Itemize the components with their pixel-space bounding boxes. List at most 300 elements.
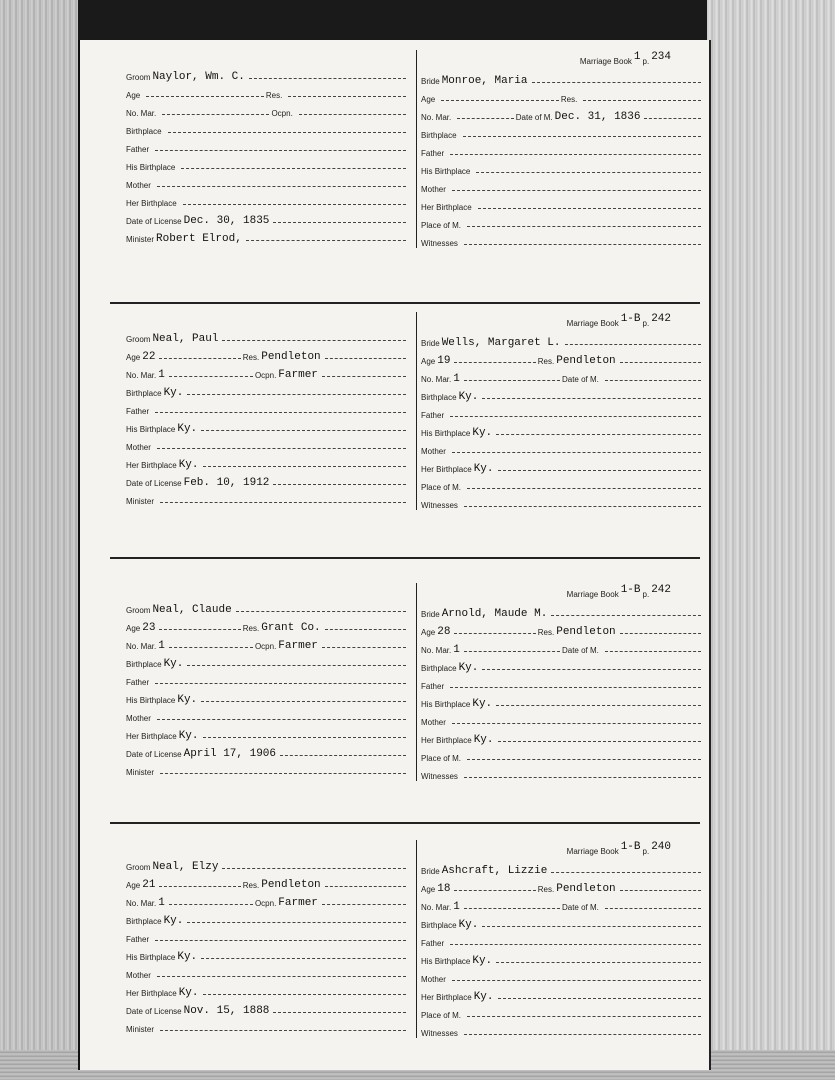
groom-minister-row <box>126 1016 408 1034</box>
bride-birthplace-row <box>421 912 703 930</box>
her-birthplace-value: Ky. <box>473 463 494 475</box>
bride-father-row <box>421 930 703 948</box>
no-mar-value: 1 <box>453 373 460 385</box>
bride-his-birthplace-row <box>421 158 703 176</box>
res-label: Res. <box>265 91 283 100</box>
res-label: Res. <box>537 628 555 637</box>
date-of-m-label: Date of M. <box>561 375 599 384</box>
age-value: 28 <box>437 626 451 638</box>
fill-line <box>222 868 406 869</box>
father-label: Father <box>421 939 445 948</box>
groom-date-of-license-row <box>126 741 408 759</box>
bride-witnesses-row <box>421 763 703 781</box>
bride-birthplace-row <box>421 655 703 673</box>
fill-line <box>325 358 406 359</box>
birthplace-label: Birthplace <box>421 921 457 930</box>
book-number: 1 <box>633 51 641 63</box>
fill-line <box>467 1016 701 1017</box>
bride-birthplace-row <box>421 384 703 402</box>
fill-line <box>463 136 701 137</box>
marriage-book-ref <box>421 312 703 330</box>
groom-her-birthplace-row <box>126 980 408 998</box>
ocpn-label: Ocpn. <box>271 109 293 118</box>
bride-label: Bride <box>421 610 440 619</box>
mother-label: Mother <box>421 447 446 456</box>
age-value: 21 <box>142 879 156 891</box>
fill-line <box>498 998 702 999</box>
fill-line <box>498 470 702 471</box>
fill-line <box>203 994 407 995</box>
father-label: Father <box>421 682 445 691</box>
fill-line <box>450 944 701 945</box>
date-of-license-value: April 17, 1906 <box>183 748 277 760</box>
book-number: 1-B <box>620 313 641 325</box>
groom-date-of-license-row <box>126 470 408 488</box>
witnesses-label: Witnesses <box>421 239 458 248</box>
date-of-license-label: Date of License <box>126 750 182 759</box>
fill-line <box>452 723 701 724</box>
fill-line <box>181 168 406 169</box>
no-mar-label: No. Mar. <box>126 371 157 380</box>
groom-birthplace-row <box>126 908 408 926</box>
page-label: p. <box>642 319 650 328</box>
res-value: Pendleton <box>261 351 321 363</box>
fill-line <box>605 380 701 381</box>
res-value: Pendleton <box>261 879 321 891</box>
groom-no-mar-row <box>126 100 408 118</box>
marriage-book-label: Marriage Book <box>566 847 619 856</box>
date-of-license-value: Feb. 10, 1912 <box>183 477 270 489</box>
her-birthplace-value: Ky. <box>473 991 494 1003</box>
his-birthplace-label: His Birthplace <box>421 167 471 176</box>
his-birthplace-value: Ky. <box>177 423 198 435</box>
witnesses-label: Witnesses <box>421 501 458 510</box>
mother-label: Mother <box>126 714 151 723</box>
no-mar-label: No. Mar. <box>126 899 157 908</box>
his-birthplace-label: His Birthplace <box>126 696 176 705</box>
groom-father-row <box>126 136 408 154</box>
fill-line <box>159 629 240 630</box>
fill-line <box>454 633 535 634</box>
bride-no-mar-row <box>421 366 703 384</box>
bride-age-row <box>421 876 703 894</box>
fill-line <box>464 777 701 778</box>
no-mar-value: 1 <box>158 897 165 909</box>
no-mar-value: 1 <box>158 640 165 652</box>
groom-father-row <box>126 398 408 416</box>
bride-mother-row <box>421 709 703 727</box>
book-number: 1-B <box>620 841 641 853</box>
bride-no-mar-row <box>421 104 703 122</box>
her-birthplace-label: Her Birthplace <box>421 736 472 745</box>
bride-label: Bride <box>421 339 440 348</box>
fill-line <box>187 665 406 666</box>
place-of-m-label: Place of M. <box>421 1011 462 1020</box>
bride-mother-row <box>421 966 703 984</box>
bride-her-birthplace-row <box>421 727 703 745</box>
his-birthplace-value: Ky. <box>177 951 198 963</box>
fill-line <box>203 466 407 467</box>
groom-her-birthplace-row <box>126 723 408 741</box>
groom-birthplace-row <box>126 651 408 669</box>
fill-line <box>452 190 701 191</box>
age-label: Age <box>421 95 436 104</box>
page-label: p. <box>642 590 650 599</box>
his-birthplace-label: His Birthplace <box>421 700 471 709</box>
birthplace-label: Birthplace <box>421 393 457 402</box>
fill-line <box>441 100 559 101</box>
ocpn-label: Ocpn. <box>254 899 277 908</box>
groom-no-mar-row <box>126 890 408 908</box>
birthplace-label: Birthplace <box>421 131 457 140</box>
groom-her-birthplace-row <box>126 452 408 470</box>
fill-line <box>146 96 264 97</box>
bride-column <box>416 312 703 510</box>
bride-column <box>416 583 703 781</box>
fill-line <box>467 759 701 760</box>
birthplace-value: Ky. <box>458 662 479 674</box>
bride-witnesses-row <box>421 1020 703 1038</box>
birthplace-value: Ky. <box>458 919 479 931</box>
fill-line <box>482 398 701 399</box>
marriage-book-label: Marriage Book <box>579 57 632 66</box>
his-birthplace-label: His Birthplace <box>126 163 176 172</box>
place-of-m-label: Place of M. <box>421 483 462 492</box>
witnesses-label: Witnesses <box>421 772 458 781</box>
groom-column <box>126 840 408 1034</box>
groom-his-birthplace-row <box>126 154 408 172</box>
fill-line <box>203 737 407 738</box>
name-value: Ashcraft, Lizzie <box>441 865 548 877</box>
fill-line <box>551 872 701 873</box>
name-value: Naylor, Wm. C. <box>152 71 245 83</box>
fill-line <box>464 244 701 245</box>
place-of-m-label: Place of M. <box>421 221 462 230</box>
book-number: 1-B <box>620 584 641 596</box>
witnesses-label: Witnesses <box>421 1029 458 1038</box>
father-label: Father <box>126 145 150 154</box>
scan-right-border <box>707 0 835 1080</box>
her-birthplace-value: Ky. <box>178 987 199 999</box>
birthplace-value: Ky. <box>163 387 184 399</box>
age-label: Age <box>126 353 141 362</box>
bride-bride-row <box>421 601 703 619</box>
groom-label: Groom <box>126 335 151 344</box>
page-number: 240 <box>651 841 671 853</box>
mother-label: Mother <box>126 971 151 980</box>
birthplace-label: Birthplace <box>126 917 162 926</box>
fill-line <box>583 100 701 101</box>
bride-place-of-m-row <box>421 745 703 763</box>
fill-line <box>280 755 406 756</box>
fill-line <box>322 376 406 377</box>
no-mar-label: No. Mar. <box>421 375 452 384</box>
res-label: Res. <box>242 353 260 362</box>
fill-line <box>183 204 406 205</box>
fill-line <box>532 82 701 83</box>
fill-line <box>187 394 406 395</box>
his-birthplace-label: His Birthplace <box>126 425 176 434</box>
name-value: Arnold, Maude M. <box>441 608 548 620</box>
groom-his-birthplace-row <box>126 687 408 705</box>
no-mar-label: No. Mar. <box>126 109 157 118</box>
fill-line <box>273 1012 406 1013</box>
father-label: Father <box>421 411 445 420</box>
groom-age-row <box>126 344 408 362</box>
groom-no-mar-row <box>126 633 408 651</box>
age-label: Age <box>421 628 436 637</box>
mother-label: Mother <box>421 718 446 727</box>
her-birthplace-label: Her Birthplace <box>126 989 177 998</box>
bride-age-row <box>421 619 703 637</box>
bride-father-row <box>421 673 703 691</box>
minister-label: Minister <box>126 497 155 506</box>
bride-his-birthplace-row <box>421 691 703 709</box>
bride-father-row <box>421 402 703 420</box>
fill-line <box>246 240 406 241</box>
fill-line <box>478 208 701 209</box>
father-label: Father <box>126 678 150 687</box>
birthplace-label: Birthplace <box>421 664 457 673</box>
groom-minister-row <box>126 488 408 506</box>
page-number: 242 <box>651 584 671 596</box>
fill-line <box>476 172 701 173</box>
fill-line <box>168 132 406 133</box>
res-value: Grant Co. <box>261 622 321 634</box>
fill-line <box>457 118 514 119</box>
fill-line <box>498 741 702 742</box>
bride-place-of-m-row <box>421 1002 703 1020</box>
fill-line <box>464 1034 701 1035</box>
fill-line <box>157 719 406 720</box>
groom-her-birthplace-row <box>126 190 408 208</box>
marriage-book-label: Marriage Book <box>566 590 619 599</box>
date-of-license-value: Nov. 15, 1888 <box>183 1005 270 1017</box>
fill-line <box>157 976 406 977</box>
mother-label: Mother <box>421 185 446 194</box>
fill-line <box>155 940 406 941</box>
bride-his-birthplace-row <box>421 420 703 438</box>
her-birthplace-label: Her Birthplace <box>421 465 472 474</box>
bride-label: Bride <box>421 77 440 86</box>
res-label: Res. <box>537 357 555 366</box>
minister-value: Robert Elrod, <box>156 233 242 245</box>
marriage-book-ref <box>421 840 703 858</box>
his-birthplace-value: Ky. <box>472 698 493 710</box>
marriage-book-label: Marriage Book <box>566 319 619 328</box>
groom-no-mar-row <box>126 362 408 380</box>
birthplace-value: Ky. <box>163 915 184 927</box>
date-of-m-value: Dec. 31, 1836 <box>554 111 641 123</box>
minister-label: Minister <box>126 768 155 777</box>
page-number: 234 <box>651 51 671 63</box>
bride-age-row <box>421 348 703 366</box>
his-birthplace-label: His Birthplace <box>421 957 471 966</box>
age-value: 22 <box>142 351 156 363</box>
fill-line <box>288 96 406 97</box>
his-birthplace-label: His Birthplace <box>126 953 176 962</box>
fill-line <box>496 962 701 963</box>
groom-minister-row <box>126 226 408 244</box>
groom-mother-row <box>126 705 408 723</box>
fill-line <box>273 222 406 223</box>
her-birthplace-value: Ky. <box>473 734 494 746</box>
fill-line <box>450 416 701 417</box>
date-of-license-label: Date of License <box>126 479 182 488</box>
groom-father-row <box>126 669 408 687</box>
date-of-m-label: Date of M. <box>561 646 599 655</box>
groom-groom-row <box>126 854 408 872</box>
age-label: Age <box>421 885 436 894</box>
his-birthplace-label: His Birthplace <box>421 429 471 438</box>
bride-witnesses-row <box>421 492 703 510</box>
date-of-license-label: Date of License <box>126 217 182 226</box>
bride-age-row <box>421 86 703 104</box>
fill-line <box>452 452 701 453</box>
fill-line <box>322 904 406 905</box>
bride-mother-row <box>421 176 703 194</box>
mother-label: Mother <box>126 443 151 452</box>
age-label: Age <box>126 91 141 100</box>
fill-line <box>454 362 535 363</box>
groom-father-row <box>126 926 408 944</box>
no-mar-label: No. Mar. <box>126 642 157 651</box>
bride-witnesses-row <box>421 230 703 248</box>
groom-column <box>126 312 408 506</box>
bride-no-mar-row <box>421 894 703 912</box>
name-value: Neal, Elzy <box>152 861 219 873</box>
fill-line <box>496 705 701 706</box>
groom-label: Groom <box>126 863 151 872</box>
fill-line <box>452 980 701 981</box>
her-birthplace-label: Her Birthplace <box>126 732 177 741</box>
bride-column <box>416 50 703 248</box>
bride-mother-row <box>421 438 703 456</box>
her-birthplace-label: Her Birthplace <box>421 203 472 212</box>
fill-line <box>249 78 406 79</box>
bride-her-birthplace-row <box>421 984 703 1002</box>
fill-line <box>620 633 701 634</box>
fill-line <box>565 344 701 345</box>
groom-label: Groom <box>126 73 151 82</box>
no-mar-label: No. Mar. <box>421 113 452 122</box>
groom-groom-row <box>126 326 408 344</box>
bride-bride-row <box>421 858 703 876</box>
bride-place-of-m-row <box>421 474 703 492</box>
groom-age-row <box>126 82 408 100</box>
fill-line <box>299 114 406 115</box>
date-of-license-value: Dec. 30, 1835 <box>183 215 270 227</box>
fill-line <box>155 150 406 151</box>
marriage-book-ref <box>421 50 703 68</box>
card-separator <box>110 302 700 304</box>
fill-line <box>454 890 535 891</box>
her-birthplace-label: Her Birthplace <box>421 993 472 1002</box>
fill-line <box>605 651 701 652</box>
date-of-license-label: Date of License <box>126 1007 182 1016</box>
fill-line <box>159 358 240 359</box>
age-label: Age <box>126 881 141 890</box>
page-number: 242 <box>651 313 671 325</box>
groom-mother-row <box>126 962 408 980</box>
groom-column <box>126 50 408 244</box>
marriage-book-ref <box>421 583 703 601</box>
name-value: Monroe, Maria <box>441 75 528 87</box>
age-value: 18 <box>437 883 451 895</box>
groom-groom-row <box>126 64 408 82</box>
fill-line <box>273 484 406 485</box>
groom-mother-row <box>126 434 408 452</box>
birthplace-label: Birthplace <box>126 127 162 136</box>
fill-line <box>325 629 406 630</box>
ocpn-value: Farmer <box>278 640 318 652</box>
fill-line <box>325 886 406 887</box>
groom-column <box>126 583 408 777</box>
groom-his-birthplace-row <box>126 416 408 434</box>
her-birthplace-value: Ky. <box>178 730 199 742</box>
fill-line <box>467 488 701 489</box>
date-of-m-label: Date of M. <box>561 903 599 912</box>
res-label: Res. <box>242 624 260 633</box>
fill-line <box>169 376 253 377</box>
fill-line <box>236 611 406 612</box>
bride-her-birthplace-row <box>421 456 703 474</box>
fill-line <box>155 683 406 684</box>
fill-line <box>467 226 701 227</box>
father-label: Father <box>126 935 150 944</box>
fill-line <box>450 687 701 688</box>
no-mar-value: 1 <box>158 369 165 381</box>
groom-date-of-license-row <box>126 208 408 226</box>
card-separator <box>110 822 700 824</box>
her-birthplace-value: Ky. <box>178 459 199 471</box>
bride-place-of-m-row <box>421 212 703 230</box>
ocpn-value: Farmer <box>278 369 318 381</box>
his-birthplace-value: Ky. <box>177 694 198 706</box>
fill-line <box>160 502 406 503</box>
ocpn-label: Ocpn. <box>254 642 277 651</box>
ocpn-value: Farmer <box>278 897 318 909</box>
fill-line <box>201 701 406 702</box>
groom-mother-row <box>126 172 408 190</box>
bride-no-mar-row <box>421 637 703 655</box>
groom-birthplace-row <box>126 118 408 136</box>
groom-age-row <box>126 872 408 890</box>
groom-his-birthplace-row <box>126 944 408 962</box>
minister-label: Minister <box>126 1025 155 1034</box>
groom-minister-row <box>126 759 408 777</box>
his-birthplace-value: Ky. <box>472 955 493 967</box>
fill-line <box>160 773 406 774</box>
fill-line <box>201 430 406 431</box>
age-value: 19 <box>437 355 451 367</box>
name-value: Neal, Claude <box>152 604 232 616</box>
fill-line <box>605 908 701 909</box>
ocpn-label: Ocpn. <box>254 371 277 380</box>
fill-line <box>187 922 406 923</box>
bride-his-birthplace-row <box>421 948 703 966</box>
fill-line <box>222 340 406 341</box>
age-label: Age <box>421 357 436 366</box>
groom-groom-row <box>126 597 408 615</box>
her-birthplace-label: Her Birthplace <box>126 461 177 470</box>
res-value: Pendleton <box>556 883 616 895</box>
groom-age-row <box>126 615 408 633</box>
father-label: Father <box>421 149 445 158</box>
fill-line <box>620 362 701 363</box>
fill-line <box>620 890 701 891</box>
her-birthplace-label: Her Birthplace <box>126 199 177 208</box>
